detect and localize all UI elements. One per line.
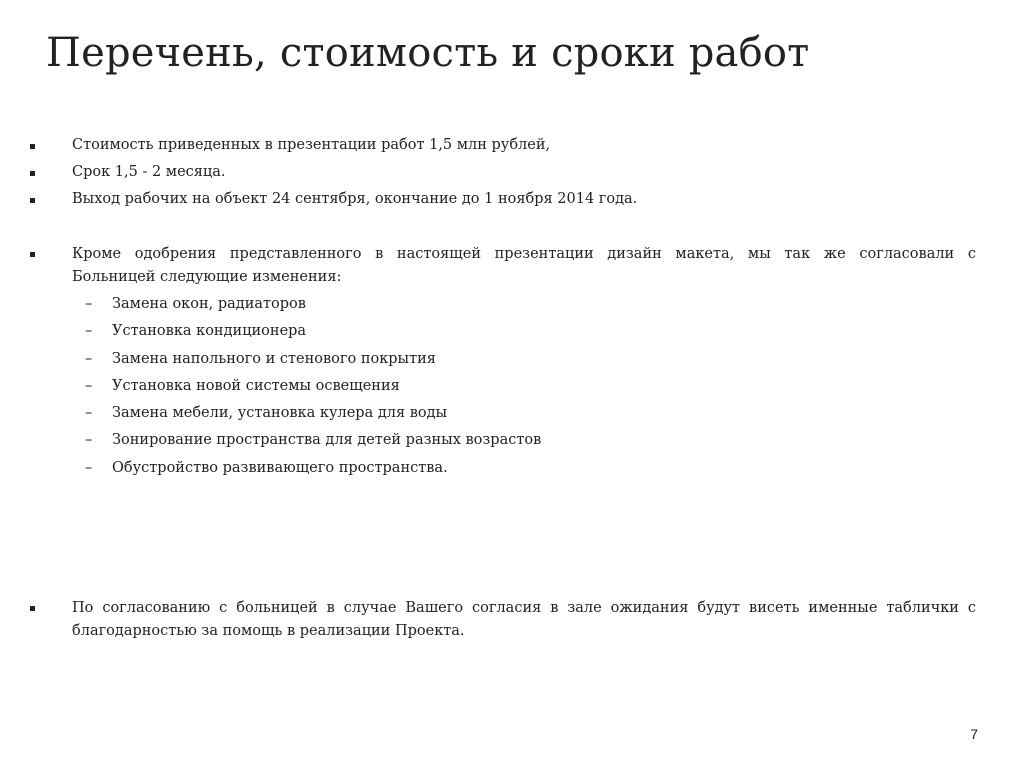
bullet-agreement-line2: Больницей следующие изменения: [72, 269, 342, 285]
square-bullet-icon [30, 171, 35, 176]
list-item [72, 291, 976, 318]
dash-bullet-icon: – [85, 432, 93, 449]
square-bullet-icon [30, 144, 35, 149]
square-bullet-icon [30, 198, 35, 203]
bullet-cost [30, 132, 976, 159]
list-item [72, 318, 976, 345]
slide-title: Перечень, стоимость и сроки работ [46, 30, 810, 76]
dash-bullet-icon: – [85, 377, 93, 394]
list-item [72, 400, 976, 427]
changes-list [72, 291, 976, 482]
list-item [72, 455, 976, 482]
bullet-schedule [30, 186, 976, 213]
bullet-term-text: Срок 1,5 - 2 месяца. [72, 164, 226, 180]
bullet-agreement [30, 243, 976, 482]
dash-bullet-icon: – [85, 405, 93, 422]
list-item-text: Установка новой системы освещения [112, 377, 400, 394]
dash-bullet-icon: – [85, 459, 93, 476]
bullet-plaques-line2: благодарностью за помощь в реализации Проекта. [72, 623, 465, 639]
list-item [72, 346, 976, 373]
list-item [72, 373, 976, 400]
bullet-term [30, 159, 976, 186]
list-item-text: Замена окон, радиаторов [112, 296, 306, 312]
bullet-cost-text: Стоимость приведенных в презентации работ 1,5 млн рублей, [72, 137, 551, 153]
list-item-text: Замена мебели, установка кулера для воды [112, 405, 448, 422]
list-item [72, 427, 976, 454]
list-item-text: Установка кондиционера [112, 323, 307, 340]
dash-bullet-icon: – [85, 296, 93, 312]
dash-bullet-icon: – [85, 323, 93, 340]
bullet-plaques [30, 597, 976, 643]
page-number: 7 [970, 726, 978, 742]
bullet-schedule-text: Выход рабочих на объект 24 сентября, окончание до 1 ноября 2014 года. [72, 191, 638, 207]
dash-bullet-icon: – [85, 350, 93, 367]
list-item-text: Замена напольного и стенового покрытия [112, 350, 436, 367]
square-bullet-icon [30, 606, 35, 611]
square-bullet-icon [30, 252, 35, 257]
list-item-text: Обустройство развивающего пространства. [112, 459, 448, 476]
bullet-agreement-line1: Кроме одобрения представленного в настоящей презентации дизайн макета, мы так же согласовали с [72, 246, 976, 262]
bullet-plaques-line1: По согласованию с больницей в случае Вашего согласия в зале ожидания будут висеть именные таблички с [72, 600, 976, 616]
list-item-text: Зонирование пространства для детей разных возрастов [112, 432, 542, 449]
